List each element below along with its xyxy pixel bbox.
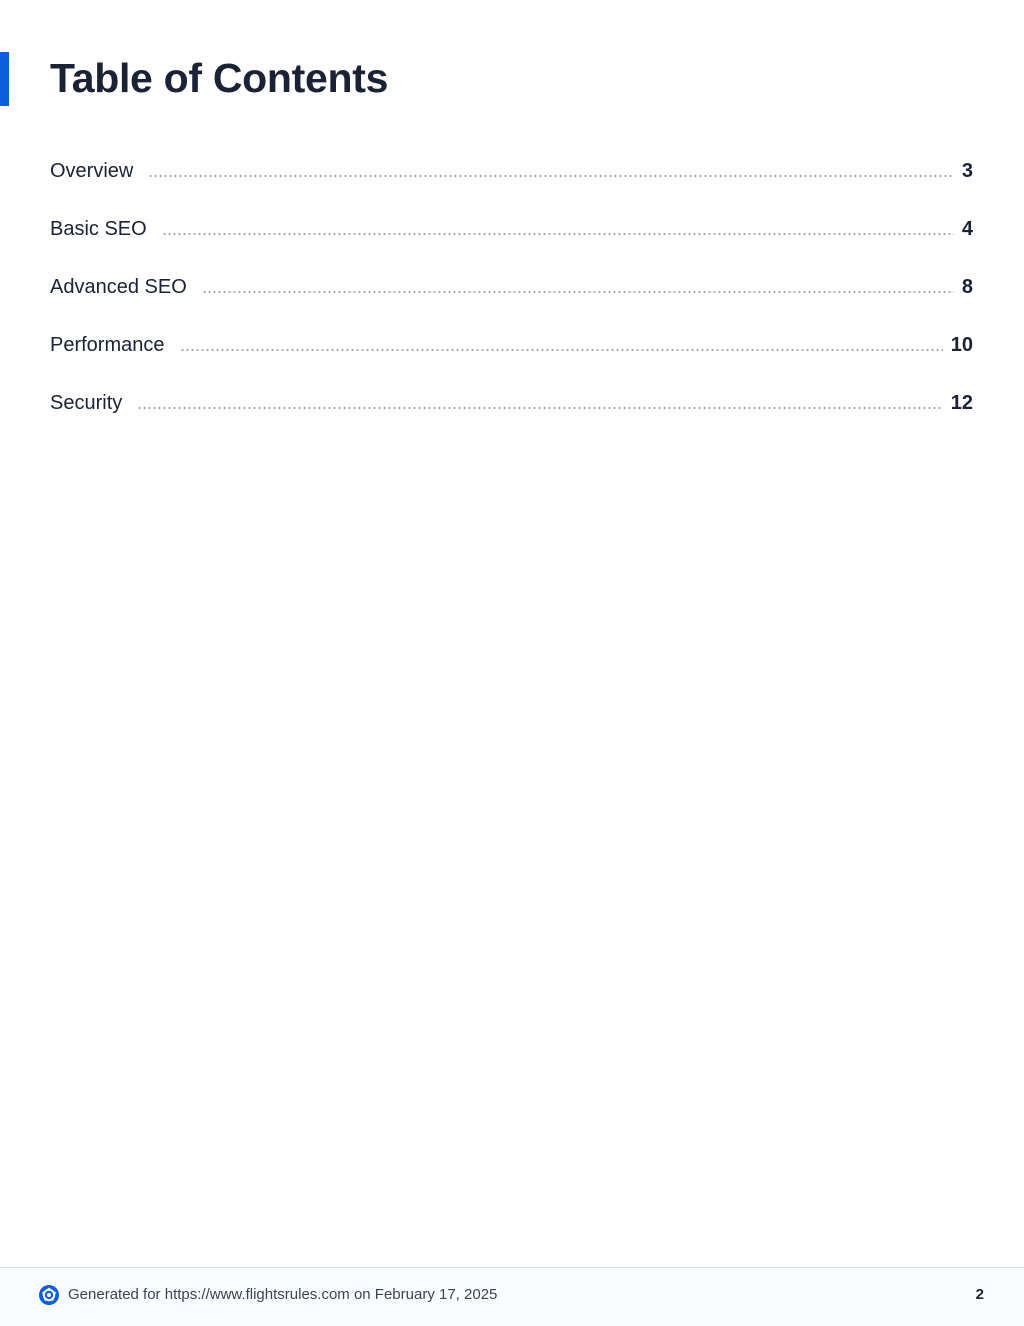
dot-leader — [202, 291, 954, 293]
toc-entry-basic-seo[interactable] — [50, 211, 973, 247]
page-title: Table of Contents — [50, 55, 389, 101]
toc-entry-label: Advanced SEO — [50, 275, 187, 298]
toc-entry-label: Security — [50, 391, 123, 414]
toc-entry-page: 10 — [950, 333, 973, 356]
toc-entry-page: 8 — [961, 275, 973, 298]
table-of-contents — [50, 153, 973, 443]
toc-entry-label: Basic SEO — [50, 217, 147, 240]
title-accent-bar — [0, 52, 9, 106]
dot-leader — [137, 407, 943, 409]
toc-entry-security[interactable] — [50, 385, 973, 421]
toc-entry-label: Overview — [50, 159, 134, 182]
toc-entry-page: 3 — [961, 159, 973, 182]
footer-generated-text: Generated for https://www.flightsrules.com on February 17, 2025 — [68, 1286, 498, 1303]
page-footer — [0, 1267, 1024, 1326]
toc-entry-performance[interactable] — [50, 327, 973, 363]
badge-icon — [39, 1285, 59, 1305]
toc-entry-advanced-seo[interactable] — [50, 269, 973, 305]
dot-leader — [148, 175, 954, 177]
footer-page-number: 2 — [975, 1286, 984, 1303]
dot-leader — [162, 233, 954, 235]
toc-entry-label: Performance — [50, 333, 165, 356]
toc-entry-page: 4 — [961, 217, 973, 240]
dot-leader — [180, 349, 943, 351]
toc-entry-overview[interactable] — [50, 153, 973, 189]
toc-entry-page: 12 — [950, 391, 973, 414]
